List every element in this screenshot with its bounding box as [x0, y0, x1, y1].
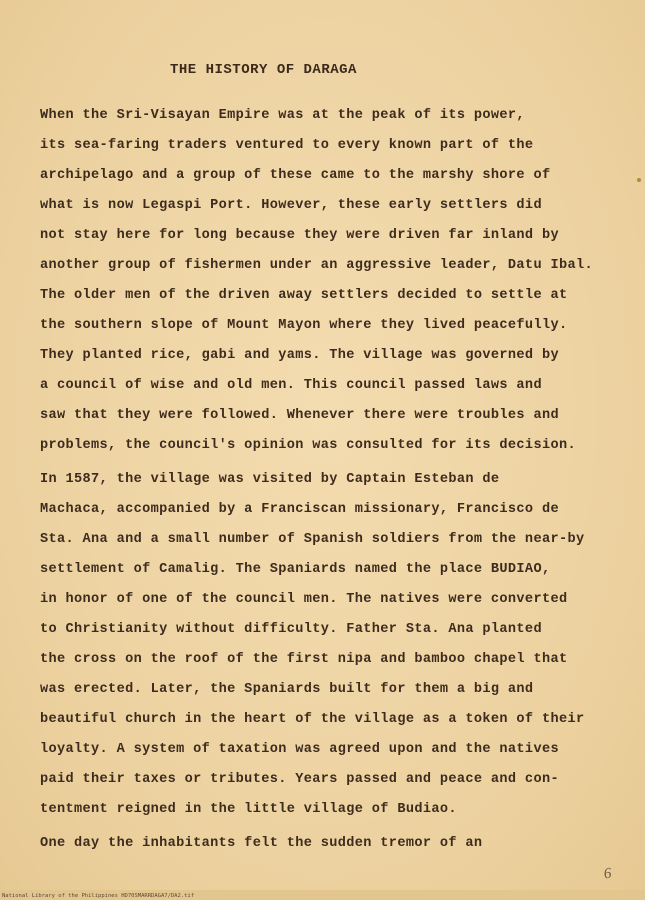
text-line: They planted rice, gabi and yams. The village was governed by: [40, 348, 559, 363]
text-line: problems, the council's opinion was consulted for its decision.: [40, 438, 576, 453]
page-number: 6: [602, 865, 613, 883]
text-line: tentment reigned in the little village of Budiao.: [40, 802, 457, 817]
text-line: Machaca, accompanied by a Franciscan missionary, Francisco de: [40, 502, 559, 517]
text-line: the southern slope of Mount Mayon where they lived peacefully.: [40, 318, 568, 333]
text-line: archipelago and a group of these came to the marshy shore of: [40, 168, 551, 183]
text-line: When the Sri-Visayan Empire was at the peak of its power,: [40, 108, 525, 123]
text-line: In 1587, the village was visited by Captain Esteban de: [40, 472, 500, 487]
text-line: beautiful church in the heart of the village as a token of their: [40, 712, 585, 727]
text-line: paid their taxes or tributes. Years passed and peace and con-: [40, 772, 559, 787]
text-line: the cross on the roof of the first nipa and bamboo chapel that: [40, 652, 568, 667]
archive-footer: [0, 890, 645, 900]
text-line: what is now Legaspi Port. However, these early settlers did: [40, 198, 542, 213]
text-line: not stay here for long because they were driven far inland by: [40, 228, 559, 243]
document-title: THE HISTORY OF DARAGA: [170, 62, 357, 78]
text-line: was erected. Later, the Spaniards built for them a big and: [40, 682, 534, 697]
text-line: The older men of the driven away settlers decided to settle at: [40, 288, 568, 303]
source-caption: National Library of the Philippines HD70SMARRDAGA7/DA2.tif: [2, 893, 195, 899]
text-line: another group of fishermen under an aggressive leader, Datu Ibal.: [40, 258, 593, 273]
text-line: loyalty. A system of taxation was agreed upon and the natives: [40, 742, 559, 757]
text-line: settlement of Camalig. The Spaniards named the place BUDIAO,: [40, 562, 551, 577]
text-line: in honor of one of the council men. The natives were converted: [40, 592, 568, 607]
text-line: One day the inhabitants felt the sudden tremor of an: [40, 836, 483, 851]
text-line: a council of wise and old men. This council passed laws and: [40, 378, 542, 393]
text-line: saw that they were followed. Whenever there were troubles and: [40, 408, 559, 423]
text-line: Sta. Ana and a small number of Spanish soldiers from the near-by: [40, 532, 585, 547]
text-line: its sea-faring traders ventured to every known part of the: [40, 138, 534, 153]
ink-spot: [637, 178, 641, 182]
text-line: to Christianity without difficulty. Father Sta. Ana planted: [40, 622, 542, 637]
